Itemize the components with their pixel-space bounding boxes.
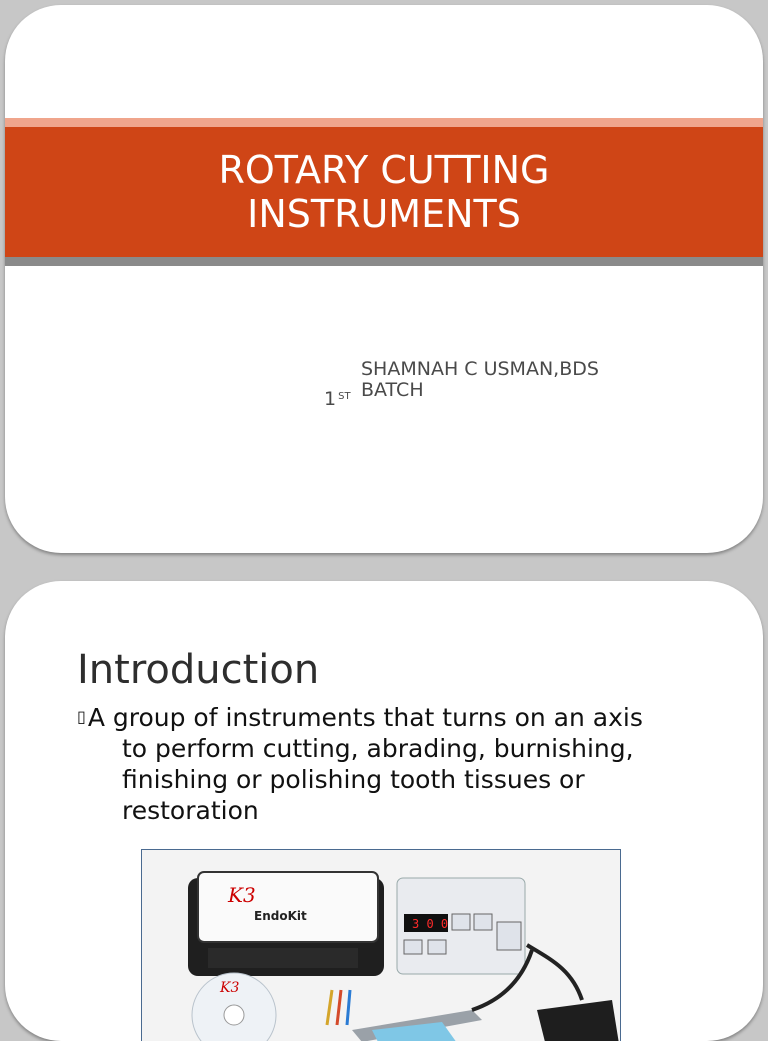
slide-title-line-2: INSTRUMENTS bbox=[247, 192, 521, 236]
bullet-text-line-2: to perform cutting, abrading, burnishing, bbox=[122, 734, 634, 763]
author-name: SHAMNAH C USMAN,BDS bbox=[361, 358, 599, 380]
bullet-icon: ▯ bbox=[77, 707, 86, 726]
batch-number: 1 bbox=[324, 388, 337, 410]
slide-title-line-1: ROTARY CUTTING bbox=[218, 148, 550, 192]
batch-suffix: ST bbox=[338, 391, 351, 402]
cd-label: K3 bbox=[220, 980, 240, 996]
endodontic-kit-illustration bbox=[142, 850, 620, 1041]
title-band-highlight bbox=[5, 118, 763, 127]
unit-display: 3 0 0 bbox=[412, 917, 449, 931]
case-label: EndoKit bbox=[254, 909, 307, 923]
title-slide bbox=[5, 5, 763, 553]
bullet-text-line-4: restoration bbox=[122, 796, 259, 825]
bullet-text-first: A group of instruments that turns on an axis bbox=[87, 703, 643, 732]
slide-heading: Introduction bbox=[77, 647, 320, 693]
bullet-item bbox=[77, 701, 717, 826]
title-band bbox=[5, 127, 763, 257]
author-block bbox=[361, 359, 599, 401]
author-batch: BATCH bbox=[361, 379, 424, 401]
bullet-text-line-3: finishing or polishing tooth tissues or bbox=[122, 765, 585, 794]
case-brand-label: K3 bbox=[228, 883, 256, 907]
endodontic-kit-photo bbox=[141, 849, 621, 1041]
introduction-slide bbox=[5, 581, 763, 1041]
title-band-shadow bbox=[5, 257, 763, 266]
batch-ordinal bbox=[324, 388, 351, 410]
